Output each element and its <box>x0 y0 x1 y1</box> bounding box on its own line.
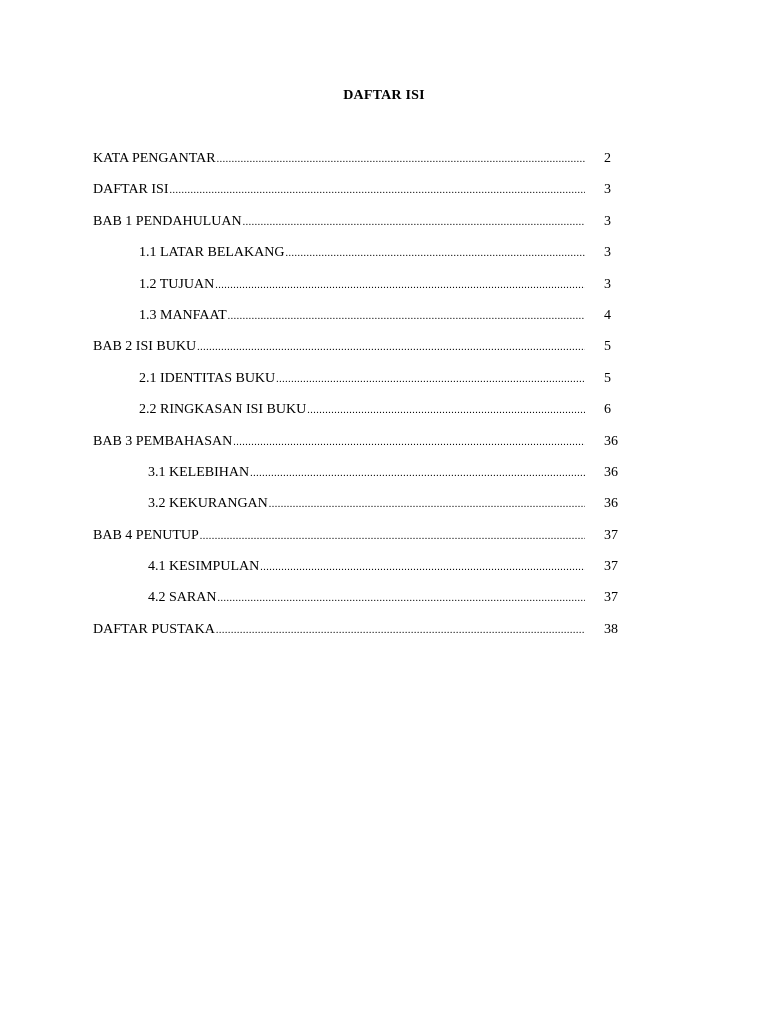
toc-entry-label: BAB 1 PENDAHULUAN <box>93 213 242 229</box>
toc-entry-label: BAB 2 ISI BUKU <box>93 339 197 355</box>
toc-entry-label: 4.2 SARAN <box>148 590 217 606</box>
dot-leader <box>307 402 585 420</box>
toc-entry-text <box>139 276 585 295</box>
toc-entry-page-number: 3 <box>604 213 611 229</box>
toc-entry <box>93 181 633 212</box>
toc-entry <box>93 307 633 338</box>
dot-leader <box>197 339 585 357</box>
toc-entry-text <box>148 495 585 514</box>
page-title: DAFTAR ISI <box>343 88 425 103</box>
toc-entry-label: 4.1 KESIMPULAN <box>148 559 260 575</box>
dot-leader <box>217 590 585 608</box>
toc-entry-text <box>139 307 585 326</box>
dot-leader <box>215 277 585 295</box>
toc-entry-text <box>93 181 585 200</box>
toc-entry-label: 1.2 TUJUAN <box>139 276 215 292</box>
toc-entry <box>93 464 633 495</box>
toc-entry-label: KATA PENGANTAR <box>93 151 216 166</box>
toc-entry-page-number: 2 <box>604 151 611 166</box>
toc-entry-text <box>93 433 585 452</box>
toc-entry-page-number: 38 <box>604 621 618 637</box>
toc-entry-label: BAB 4 PENUTUP <box>93 527 199 543</box>
toc-entry <box>93 213 633 244</box>
toc-entry-text <box>139 244 585 263</box>
dot-leader <box>276 371 585 389</box>
toc-entry-label: DAFTAR PUSTAKA <box>93 621 215 637</box>
toc-entry-text <box>139 401 585 420</box>
toc-entry-text <box>148 589 585 608</box>
toc-entry-label: 3.2 KEKURANGAN <box>148 496 268 512</box>
dot-leader <box>285 245 585 263</box>
toc-entry-label: 2.2 RINGKASAN ISI BUKU <box>139 402 307 418</box>
toc-entry-label: 3.1 KELEBIHAN <box>148 464 250 480</box>
dot-leader <box>200 528 585 546</box>
toc-entry <box>93 589 633 620</box>
toc-entry <box>93 495 633 526</box>
toc-entry <box>93 401 633 432</box>
toc-entry-text <box>93 213 585 232</box>
dot-leader <box>217 151 585 169</box>
table-of-contents <box>93 150 633 652</box>
toc-entry-label: DAFTAR ISI <box>93 182 169 198</box>
toc-entry-page-number: 37 <box>604 559 618 575</box>
toc-entry-text <box>148 464 585 483</box>
dot-leader <box>228 308 585 326</box>
dot-leader <box>269 496 585 514</box>
toc-entry-page-number: 3 <box>604 276 611 292</box>
toc-entry <box>93 370 633 401</box>
toc-entry-page-number: 6 <box>604 402 611 418</box>
toc-entry-page-number: 37 <box>604 527 618 543</box>
dot-leader <box>260 559 585 577</box>
toc-entry-page-number: 36 <box>604 464 618 480</box>
toc-entry-text <box>93 338 585 357</box>
toc-entry <box>93 433 633 464</box>
dot-leader <box>250 465 585 483</box>
toc-entry <box>93 150 633 181</box>
toc-entry-page-number: 5 <box>604 339 611 355</box>
toc-entry-page-number: 36 <box>604 433 618 449</box>
toc-entry-label: 1.3 MANFAAT <box>139 307 227 323</box>
toc-entry-page-number: 36 <box>604 496 618 512</box>
dot-leader <box>233 434 585 452</box>
toc-entry-label: BAB 3 PEMBAHASAN <box>93 433 233 449</box>
toc-entry-label: 2.1 IDENTITAS BUKU <box>139 370 276 386</box>
toc-entry-page-number: 4 <box>604 307 611 323</box>
toc-entry-text <box>139 370 585 389</box>
dot-leader <box>216 622 585 640</box>
toc-entry-text <box>93 527 585 546</box>
toc-entry-page-number: 37 <box>604 590 618 606</box>
toc-entry <box>93 244 633 275</box>
toc-entry-page-number: 5 <box>604 370 611 386</box>
toc-entry-text <box>93 150 585 169</box>
dot-leader <box>170 182 586 200</box>
toc-entry-text <box>93 621 585 640</box>
toc-entry-page-number: 3 <box>604 245 611 261</box>
dot-leader <box>243 214 585 232</box>
toc-entry-label: 1.1 LATAR BELAKANG <box>139 245 285 261</box>
toc-entry <box>93 527 633 558</box>
toc-entry <box>93 558 633 589</box>
toc-entry <box>93 276 633 307</box>
toc-entry <box>93 621 633 652</box>
toc-entry-text <box>148 558 585 577</box>
toc-entry-page-number: 3 <box>604 182 611 198</box>
toc-entry <box>93 338 633 369</box>
